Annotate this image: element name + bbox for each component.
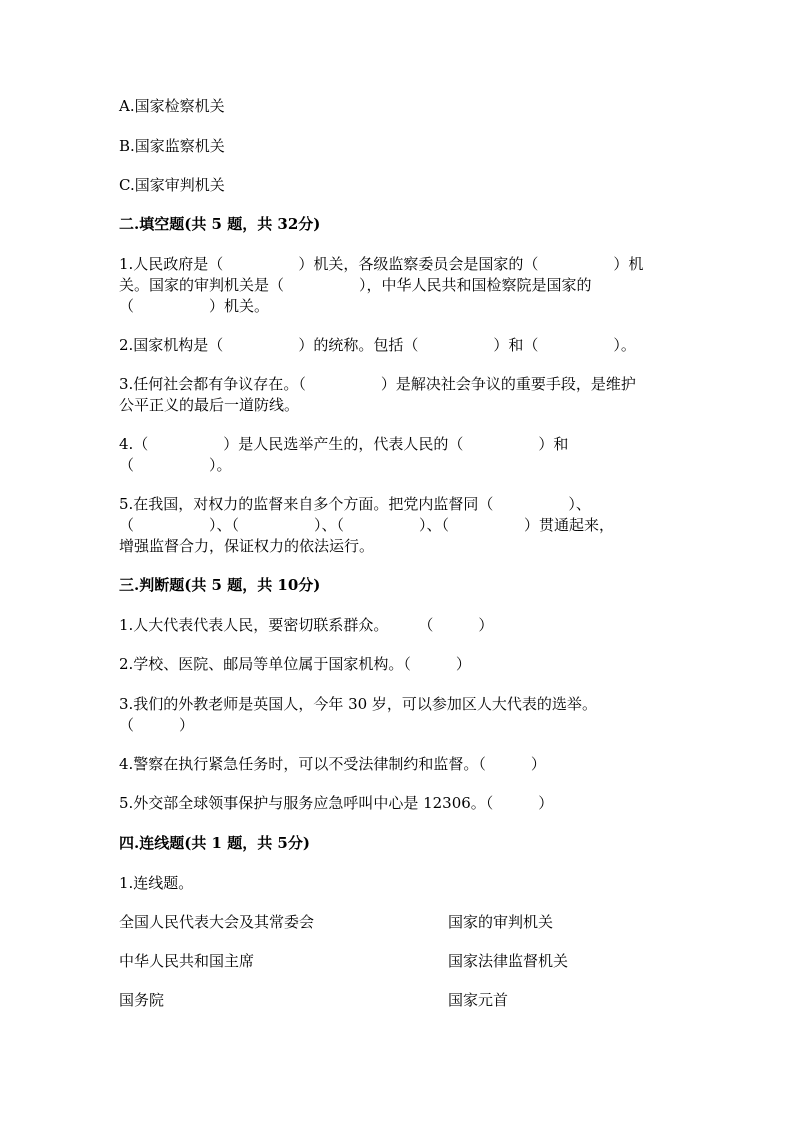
option-c: C.国家审判机关 [119,176,225,194]
option-a: A.国家检察机关 [119,97,225,115]
s3-q5-line1: 5.外交部全球领事保护与服务应急呼叫中心是 12306。（ ） [119,794,554,812]
match-left-1: 全国人民代表大会及其常委会 [119,913,315,931]
s2-q5-line2: （ ）、（ ）、（ ）、（ ）贯通起来， [119,516,615,534]
section3-heading: 三.判断题(共 5 题，共 10分) [119,576,321,594]
s2-q2-line1: 2.国家机构是（ ）的统称。包括（ ）和（ ）。 [119,336,636,354]
s2-q5-line3: 增强监督合力，保证权力的依法运行。 [119,537,375,555]
s2-q3-line2: 公平正义的最后一道防线。 [119,396,300,414]
section4-heading: 四.连线题(共 1 题，共 5分) [119,834,310,852]
s2-q1-line3: （ ）机关。 [119,297,270,315]
match-right-3: 国家元首 [448,991,509,1009]
s3-q3-line1: 3.我们的外教老师是英国人，今年 30 岁，可以参加区人大代表的选举。 [119,695,597,713]
option-b: B.国家监察机关 [119,137,225,155]
s2-q4-line1: 4.（ ）是人民选举产生的，代表人民的（ ）和 [119,435,569,453]
match-right-2: 国家法律监督机关 [448,952,569,970]
match-right-1: 国家的审判机关 [448,913,554,931]
match-left-2: 中华人民共和国主席 [119,952,255,970]
s2-q5-line1: 5.在我国，对权力的监督来自多个方面。把党内监督同（ ）、 [119,495,591,513]
s2-q3-line1: 3.任何社会都有争议存在。（ ）是解决社会争议的重要手段，是维护 [119,375,636,393]
s3-q4-line1: 4.警察在执行紧急任务时，可以不受法律制约和监督。（ ） [119,755,546,773]
s3-q1-line1: 1.人大代表代表人民，要密切联系群众。 （ ） [119,616,494,634]
s2-q4-line2: （ ）。 [119,456,232,474]
s4-q1: 1.连线题。 [119,874,194,892]
match-left-3: 国务院 [119,991,165,1009]
s2-q1-line1: 1.人民政府是（ ）机关，各级监察委员会是国家的（ ）机 [119,255,644,273]
section2-heading: 二.填空题(共 5 题，共 32分) [119,215,321,233]
s2-q1-line2: 关。国家的审判机关是（ ），中华人民共和国检察院是国家的 [119,276,592,294]
s3-q3-line2: （ ） [119,716,195,734]
s3-q2-line1: 2.学校、医院、邮局等单位属于国家机构。（ ） [119,655,471,673]
